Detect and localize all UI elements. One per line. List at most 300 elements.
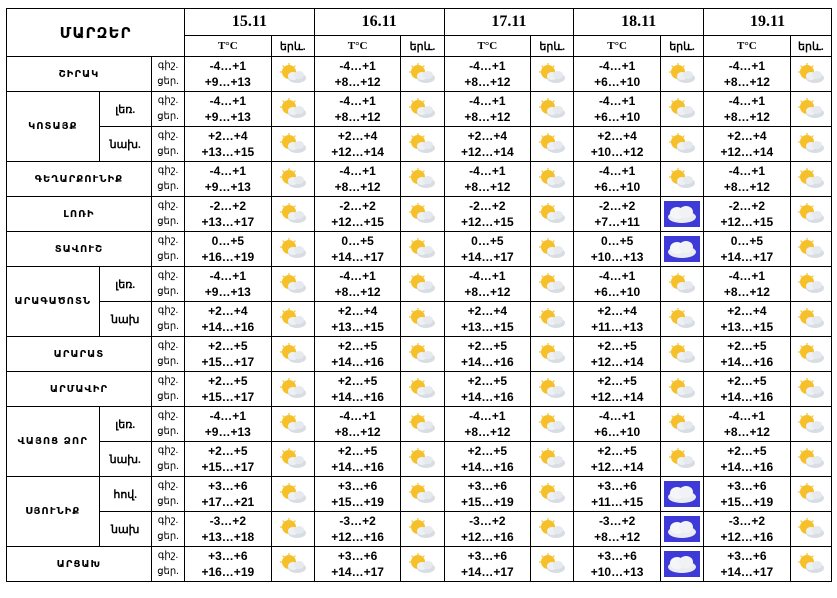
night-temp: -4…+1 [469, 409, 506, 423]
temperature-cell [444, 372, 531, 407]
night-temp: -4…+1 [339, 164, 376, 178]
day-night-labels [151, 232, 184, 267]
region-name: ՎԱՅՈՑ ՁՈՐ [7, 407, 100, 477]
partly-cloudy-icon [668, 308, 696, 330]
partly-cloudy-icon [538, 448, 566, 470]
sky-cell [660, 477, 703, 512]
night-temp: +2…+5 [597, 339, 637, 353]
night-temp: -4…+1 [469, 94, 506, 108]
partly-cloudy-icon [408, 413, 436, 435]
night-temp: -3…+2 [728, 514, 766, 528]
night-temp: -3…+2 [339, 514, 376, 528]
night-temp: +3…+6 [337, 549, 378, 563]
day-temp: +8…+12 [464, 285, 511, 299]
temp-header: T°C [185, 36, 272, 57]
temperature-cell [574, 162, 661, 197]
day-label: ցեր. [157, 181, 179, 192]
night-label: գիշ. [157, 270, 179, 281]
night-temp: -3…+2 [209, 514, 246, 528]
temperature-cell [185, 162, 272, 197]
day-night-labels [151, 337, 184, 372]
temperature-cell [444, 57, 531, 92]
partly-cloudy-icon [668, 133, 696, 155]
temperature-cell [314, 372, 401, 407]
partly-cloudy-icon [797, 518, 825, 540]
sky-header: երև. [790, 36, 831, 57]
region-name: ԱՐԱԳԱԾՈՏՆ [7, 267, 100, 337]
cloudy-icon [664, 551, 700, 577]
night-temp: +3…+6 [337, 479, 378, 493]
day-temp: +14…+16 [720, 355, 774, 369]
day-temp: +14…+17 [331, 565, 384, 579]
table-row [7, 477, 832, 512]
partly-cloudy-icon [797, 448, 825, 470]
night-temp: +3…+6 [597, 549, 637, 563]
sky-cell [401, 197, 444, 232]
day-temp: +8…+12 [723, 75, 770, 89]
temperature-cell [185, 127, 272, 162]
sky-cell [271, 232, 314, 267]
night-temp: +2…+4 [727, 129, 767, 143]
partly-cloudy-icon [408, 203, 436, 225]
temperature-cell [574, 267, 661, 302]
sky-cell [531, 302, 574, 337]
night-temp: -4…+1 [728, 94, 766, 108]
partly-cloudy-icon [668, 63, 696, 85]
sky-cell [401, 512, 444, 547]
partly-cloudy-icon [797, 203, 825, 225]
temperature-cell [185, 442, 272, 477]
sky-cell [660, 92, 703, 127]
temperature-cell [444, 547, 531, 582]
night-temp: -4…+1 [339, 409, 376, 423]
night-temp: +2…+4 [208, 129, 248, 143]
day-temp: +8…+12 [723, 180, 770, 194]
table-row [7, 162, 832, 197]
day-temp: +6…+10 [594, 285, 641, 299]
table-row [7, 302, 832, 337]
day-label: ցեր. [157, 496, 179, 507]
day-temp: +8…+12 [464, 425, 511, 439]
sky-cell [271, 407, 314, 442]
sky-cell [271, 162, 314, 197]
sky-cell [790, 547, 831, 582]
sky-cell [531, 232, 574, 267]
day-temp: +13…+18 [201, 530, 255, 544]
night-temp: -4…+1 [728, 269, 766, 283]
day-temp: +14…+16 [201, 320, 255, 334]
night-temp: +3…+6 [727, 549, 767, 563]
night-temp: +2…+4 [467, 129, 508, 143]
region-name: ՇԻՐԱԿ [7, 57, 152, 92]
temperature-cell [704, 162, 791, 197]
night-temp: -4…+1 [598, 164, 636, 178]
day-temp: +12…+16 [720, 530, 774, 544]
day-temp: +8…+12 [464, 75, 511, 89]
day-temp: +8…+12 [723, 425, 770, 439]
day-temp: +15…+19 [331, 495, 384, 509]
day-temp: +14…+17 [720, 250, 774, 264]
temperature-cell [185, 477, 272, 512]
sky-cell [531, 162, 574, 197]
sky-cell [660, 267, 703, 302]
day-label: ցեր. [157, 111, 179, 122]
day-temp: +12…+15 [460, 215, 514, 229]
sky-cell [271, 57, 314, 92]
temperature-cell [704, 232, 791, 267]
sky-cell [271, 267, 314, 302]
sky-cell [790, 197, 831, 232]
sky-cell [271, 302, 314, 337]
day-temp: +15…+17 [201, 390, 255, 404]
night-temp: +2…+4 [337, 129, 378, 143]
partly-cloudy-icon [279, 483, 307, 505]
sky-cell [401, 57, 444, 92]
temperature-cell [314, 197, 401, 232]
night-temp: 0…+5 [341, 234, 374, 248]
temperature-cell [444, 267, 531, 302]
day-temp: +8…+12 [723, 110, 770, 124]
night-temp: +2…+5 [208, 374, 248, 388]
partly-cloudy-icon [668, 343, 696, 365]
temperature-cell [314, 512, 401, 547]
day-temp: +10…+13 [590, 565, 644, 579]
partly-cloudy-icon [279, 343, 307, 365]
sky-cell [401, 477, 444, 512]
table-row [7, 442, 832, 477]
day-temp: +13…+15 [201, 145, 255, 159]
day-temp: +15…+17 [201, 460, 255, 474]
night-label: գիշ. [157, 130, 179, 141]
partly-cloudy-icon [538, 413, 566, 435]
temperature-cell [704, 337, 791, 372]
temperature-cell [444, 232, 531, 267]
day-temp: +10…+12 [590, 145, 644, 159]
night-temp: -2…+2 [209, 199, 246, 213]
night-temp: -4…+1 [598, 94, 636, 108]
table-row [7, 407, 832, 442]
sky-cell [401, 127, 444, 162]
night-temp: +2…+4 [467, 304, 508, 318]
temperature-cell [574, 232, 661, 267]
day-temp: +8…+12 [334, 110, 381, 124]
temperature-cell [574, 127, 661, 162]
partly-cloudy-icon [408, 168, 436, 190]
partly-cloudy-icon [538, 553, 566, 575]
region-name: ԱՐԱՐԱՏ [7, 337, 152, 372]
partly-cloudy-icon [538, 63, 566, 85]
temperature-cell [704, 547, 791, 582]
table-row [7, 547, 832, 582]
day-temp: +12…+14 [460, 145, 514, 159]
temperature-cell [704, 407, 791, 442]
day-temp: +14…+16 [720, 390, 774, 404]
day-temp: +15…+19 [720, 495, 774, 509]
night-temp: -4…+1 [339, 269, 376, 283]
partly-cloudy-icon [668, 273, 696, 295]
sky-cell [790, 302, 831, 337]
sky-cell [271, 512, 314, 547]
temperature-cell [314, 302, 401, 337]
sky-cell [660, 232, 703, 267]
night-temp: -2…+2 [598, 199, 636, 213]
night-temp: +3…+6 [597, 479, 637, 493]
night-temp: 0…+5 [471, 234, 504, 248]
day-temp: +12…+15 [720, 215, 774, 229]
temperature-cell [704, 57, 791, 92]
day-label: ցեր. [157, 531, 179, 542]
sky-cell [401, 267, 444, 302]
night-label: գիշ. [157, 305, 179, 316]
sky-cell [531, 372, 574, 407]
sky-cell [531, 407, 574, 442]
sky-cell [790, 162, 831, 197]
sky-cell [531, 57, 574, 92]
night-temp: -3…+2 [598, 514, 636, 528]
day-night-labels [151, 92, 184, 127]
night-temp: -2…+2 [728, 199, 766, 213]
sky-cell [401, 372, 444, 407]
partly-cloudy-icon [538, 518, 566, 540]
day-label: ցեր. [157, 146, 179, 157]
temp-header: T°C [704, 36, 791, 57]
temperature-cell [314, 407, 401, 442]
temperature-cell [185, 197, 272, 232]
day-night-labels [151, 547, 184, 582]
temperature-cell [444, 302, 531, 337]
night-temp: -4…+1 [209, 59, 246, 73]
night-temp: +2…+5 [467, 339, 508, 353]
day-label: ցեր. [157, 76, 179, 87]
day-temp: +16…+19 [201, 250, 255, 264]
night-temp: 0…+5 [730, 234, 764, 248]
table-row [7, 57, 832, 92]
temperature-cell [314, 127, 401, 162]
day-temp: +8…+12 [464, 110, 511, 124]
sky-cell [660, 337, 703, 372]
day-temp: +9…+13 [204, 110, 251, 124]
temperature-cell [444, 477, 531, 512]
temperature-cell [574, 407, 661, 442]
partly-cloudy-icon [538, 483, 566, 505]
date-header: 19.11 [704, 9, 832, 36]
temperature-cell [185, 267, 272, 302]
forecast-table [6, 8, 832, 582]
night-label: գիշ. [157, 550, 179, 561]
day-temp: +14…+16 [460, 390, 514, 404]
temperature-cell [314, 442, 401, 477]
night-label: գիշ. [157, 410, 179, 421]
day-temp: +14…+16 [720, 460, 774, 474]
sky-cell [531, 512, 574, 547]
sky-cell [531, 477, 574, 512]
night-temp: -4…+1 [728, 409, 766, 423]
sky-cell [271, 477, 314, 512]
temperature-cell [314, 337, 401, 372]
day-night-labels [151, 512, 184, 547]
partly-cloudy-icon [668, 168, 696, 190]
sky-cell [271, 372, 314, 407]
partly-cloudy-icon [797, 343, 825, 365]
day-temp: +6…+10 [594, 110, 641, 124]
temperature-cell [574, 512, 661, 547]
day-label: ցեր. [157, 216, 179, 227]
day-temp: +14…+17 [460, 250, 514, 264]
day-label: ցեր. [157, 461, 179, 472]
partly-cloudy-icon [408, 553, 436, 575]
night-temp: -4…+1 [209, 269, 246, 283]
day-temp: +9…+13 [204, 75, 251, 89]
partly-cloudy-icon [797, 413, 825, 435]
partly-cloudy-icon [538, 273, 566, 295]
day-label: ցեր. [157, 286, 179, 297]
day-label: ցեր. [157, 426, 179, 437]
night-label: գիշ. [157, 340, 179, 351]
cloudy-icon [664, 516, 700, 542]
day-label: ցեր. [157, 251, 179, 262]
temperature-cell [704, 197, 791, 232]
day-night-labels [151, 267, 184, 302]
subregion-label: նախ. [99, 442, 151, 477]
temperature-cell [314, 57, 401, 92]
day-temp: +12…+14 [590, 355, 644, 369]
night-temp: +2…+5 [467, 374, 508, 388]
temp-header: T°C [574, 36, 661, 57]
night-temp: +3…+6 [467, 549, 508, 563]
day-temp: +8…+12 [334, 75, 381, 89]
night-temp: -4…+1 [728, 164, 766, 178]
day-temp: +6…+10 [594, 180, 641, 194]
partly-cloudy-icon [279, 553, 307, 575]
partly-cloudy-icon [279, 273, 307, 295]
day-temp: +14…+16 [460, 460, 514, 474]
night-label: գիշ. [157, 480, 179, 491]
subregion-label: հով. [99, 477, 151, 512]
partly-cloudy-icon [668, 413, 696, 435]
partly-cloudy-icon [797, 483, 825, 505]
night-temp: -4…+1 [469, 269, 506, 283]
temperature-cell [444, 197, 531, 232]
day-temp: +12…+14 [331, 145, 384, 159]
sky-cell [271, 92, 314, 127]
night-temp: -4…+1 [209, 409, 246, 423]
temperature-cell [444, 442, 531, 477]
night-temp: +3…+6 [208, 479, 248, 493]
sky-cell [271, 127, 314, 162]
table-row [7, 92, 832, 127]
night-temp: +3…+6 [467, 479, 508, 493]
partly-cloudy-icon [408, 518, 436, 540]
partly-cloudy-icon [538, 308, 566, 330]
day-temp: +17…+21 [201, 495, 255, 509]
region-name: ԼՈՌԻ [7, 197, 152, 232]
sky-cell [401, 337, 444, 372]
night-label: գիշ. [157, 235, 179, 246]
night-label: գիշ. [157, 515, 179, 526]
day-temp: +8…+12 [334, 285, 381, 299]
day-label: ցեր. [157, 566, 179, 577]
partly-cloudy-icon [279, 238, 307, 260]
partly-cloudy-icon [279, 378, 307, 400]
day-temp: +8…+12 [334, 180, 381, 194]
sky-cell [660, 127, 703, 162]
night-temp: -2…+2 [469, 199, 506, 213]
sky-cell [531, 442, 574, 477]
day-temp: +8…+12 [464, 180, 511, 194]
day-temp: +12…+16 [460, 530, 514, 544]
region-name: ՏԱՎՈՒՇ [7, 232, 152, 267]
day-label: ցեր. [157, 391, 179, 402]
day-night-labels [151, 162, 184, 197]
partly-cloudy-icon [279, 63, 307, 85]
temperature-cell [704, 477, 791, 512]
night-temp: -4…+1 [339, 94, 376, 108]
table-row [7, 267, 832, 302]
partly-cloudy-icon [538, 378, 566, 400]
partly-cloudy-icon [797, 238, 825, 260]
night-temp: +2…+5 [727, 444, 767, 458]
partly-cloudy-icon [797, 553, 825, 575]
day-temp: +13…+15 [460, 320, 514, 334]
night-label: գիշ. [157, 60, 179, 71]
partly-cloudy-icon [797, 378, 825, 400]
night-temp: 0…+5 [600, 234, 634, 248]
night-temp: +2…+5 [337, 374, 378, 388]
partly-cloudy-icon [538, 343, 566, 365]
temperature-cell [574, 337, 661, 372]
night-temp: -4…+1 [209, 164, 246, 178]
sky-cell [660, 57, 703, 92]
night-temp: +2…+5 [467, 444, 508, 458]
table-title: ՄԱՐԶԵՐ [7, 9, 185, 57]
partly-cloudy-icon [408, 308, 436, 330]
night-temp: +2…+4 [597, 304, 637, 318]
sky-cell [660, 372, 703, 407]
sky-cell [790, 442, 831, 477]
partly-cloudy-icon [279, 518, 307, 540]
day-temp: +12…+14 [590, 390, 644, 404]
day-temp: +10…+13 [590, 250, 644, 264]
temp-header: T°C [444, 36, 531, 57]
day-temp: +8…+12 [723, 285, 770, 299]
temperature-cell [574, 57, 661, 92]
day-night-labels [151, 127, 184, 162]
night-temp: +2…+5 [208, 339, 248, 353]
sky-cell [401, 232, 444, 267]
day-night-labels [151, 302, 184, 337]
partly-cloudy-icon [797, 98, 825, 120]
temperature-cell [314, 267, 401, 302]
night-temp: -4…+1 [339, 59, 376, 73]
sky-cell [790, 57, 831, 92]
temperature-cell [314, 92, 401, 127]
sky-cell [531, 127, 574, 162]
partly-cloudy-icon [279, 203, 307, 225]
temperature-cell [444, 337, 531, 372]
temperature-cell [444, 512, 531, 547]
sky-cell [660, 302, 703, 337]
day-night-labels [151, 442, 184, 477]
night-label: գիշ. [157, 200, 179, 211]
temperature-cell [704, 92, 791, 127]
cloudy-icon [664, 481, 700, 507]
sky-cell [660, 442, 703, 477]
sky-cell [790, 372, 831, 407]
sky-cell [531, 547, 574, 582]
partly-cloudy-icon [668, 378, 696, 400]
region-name: ԱՐՑԱԽ [7, 547, 152, 582]
partly-cloudy-icon [538, 133, 566, 155]
